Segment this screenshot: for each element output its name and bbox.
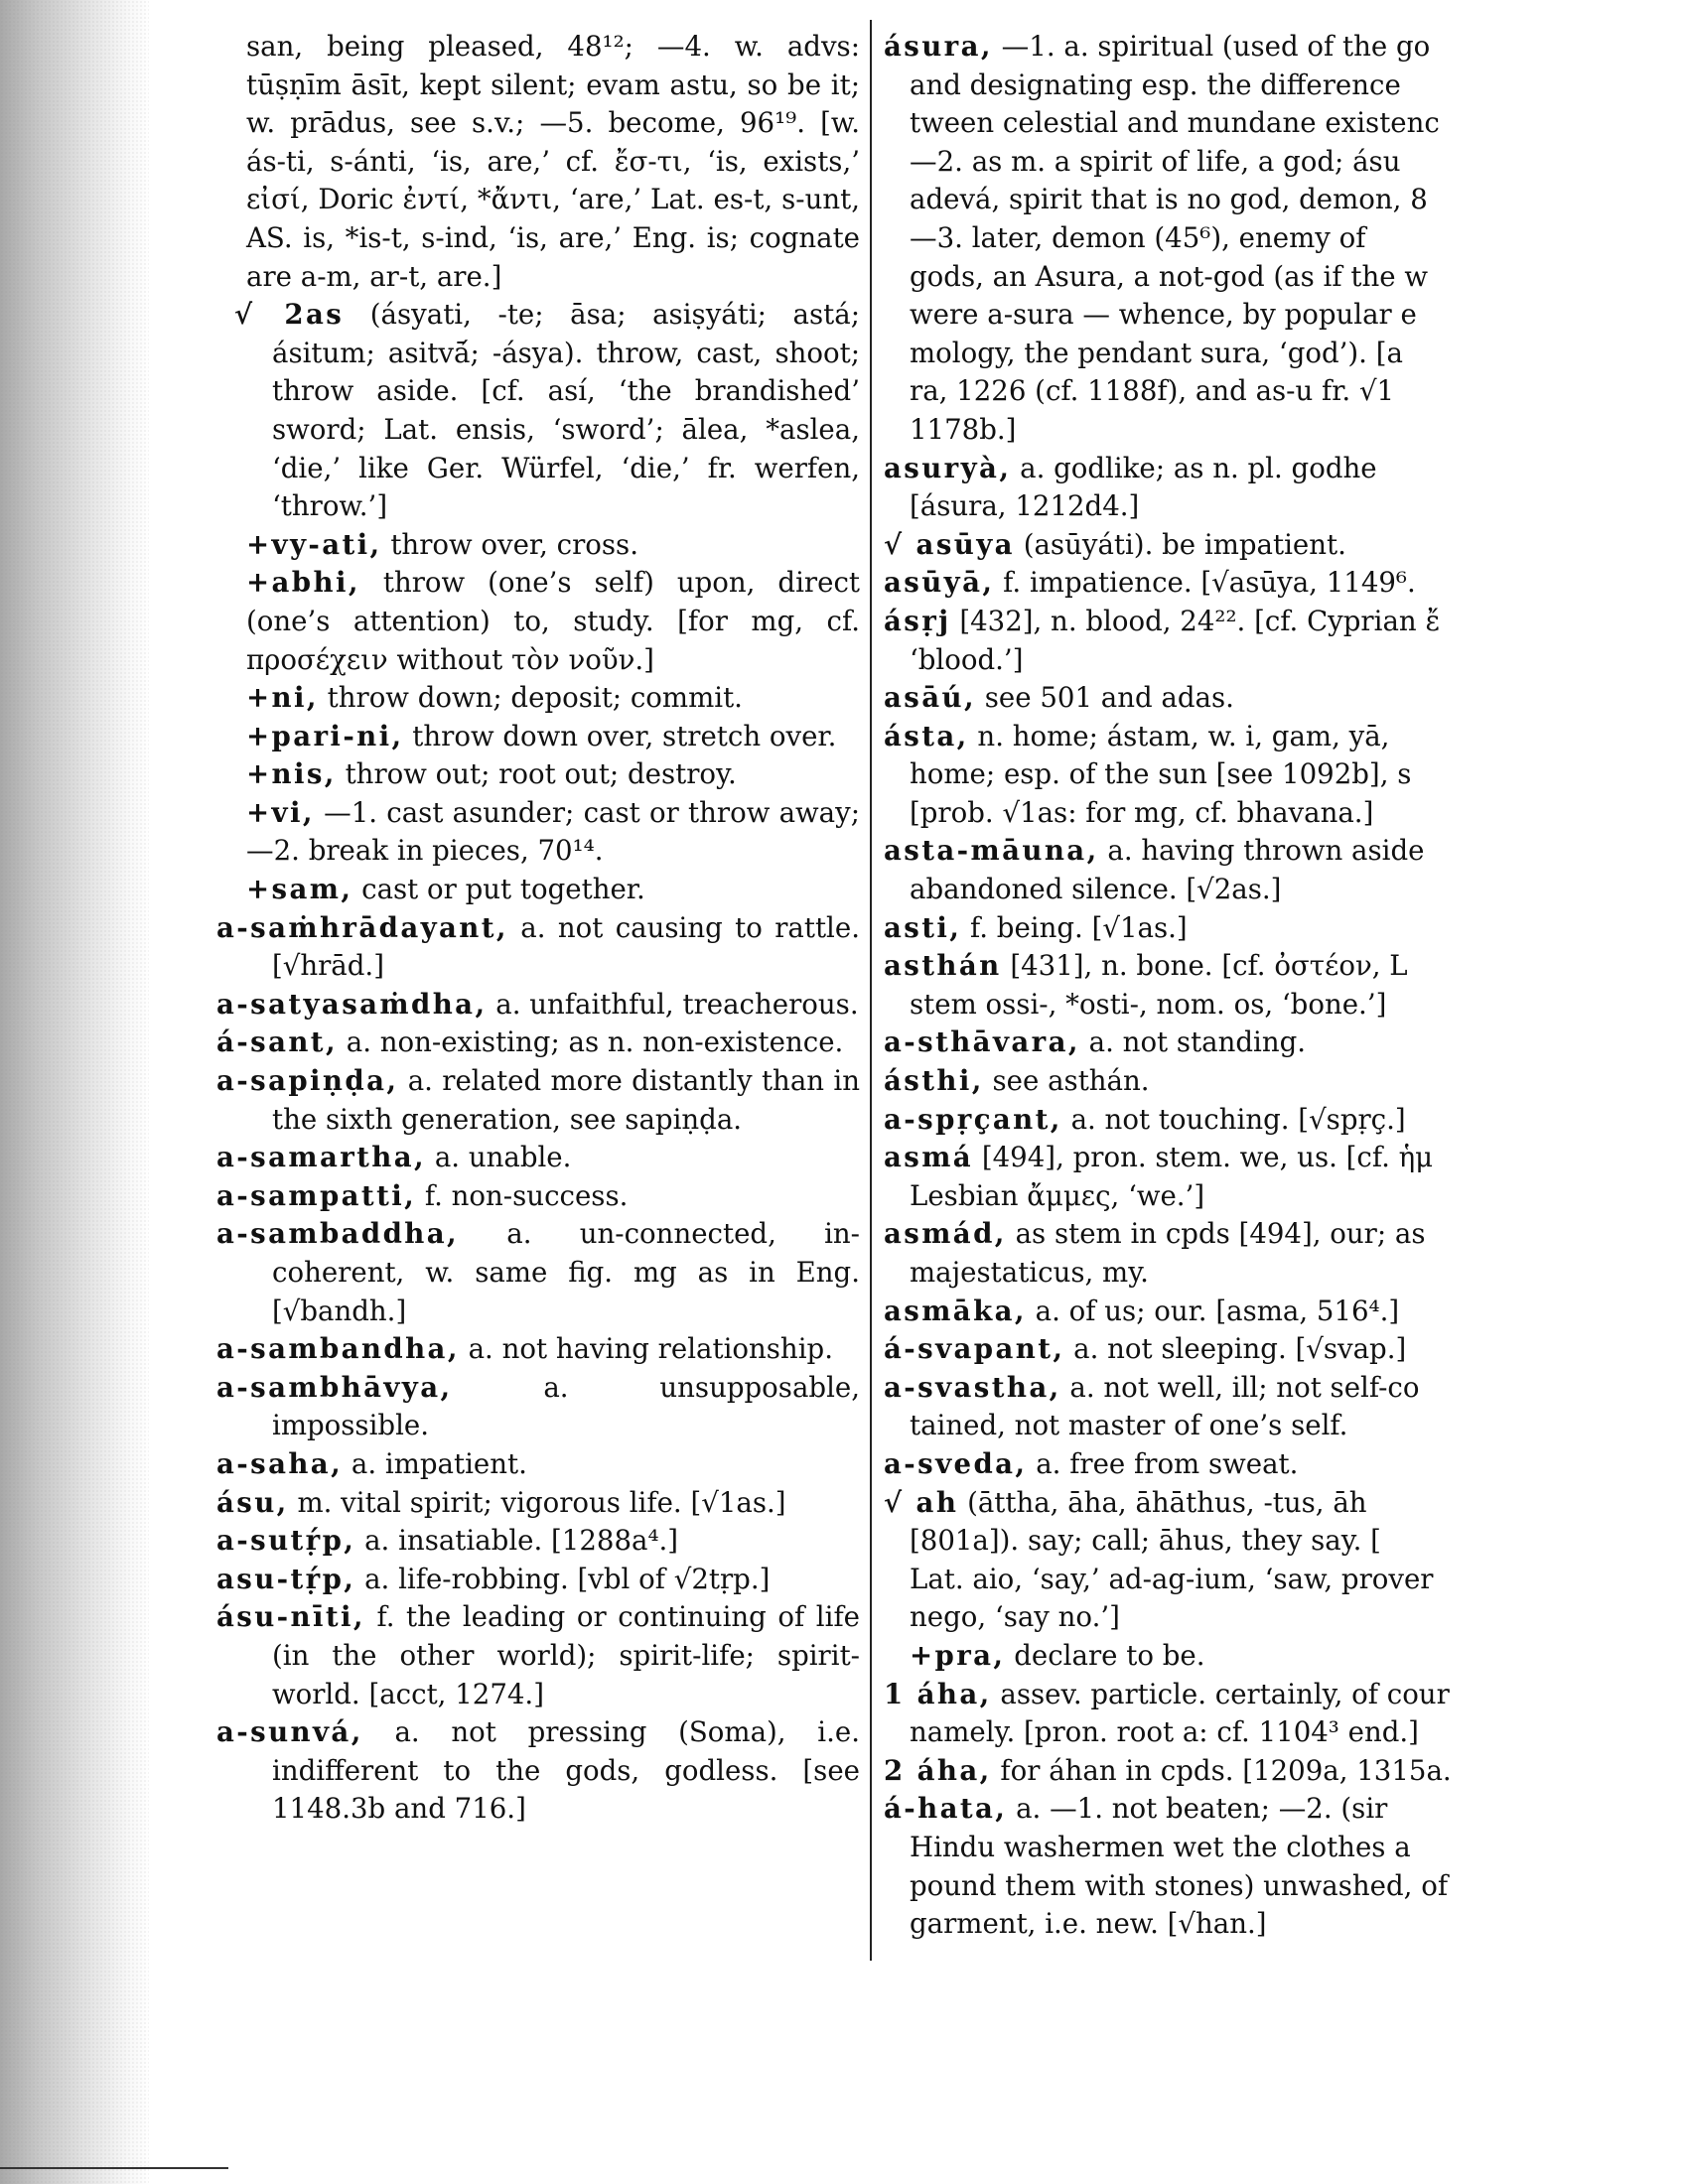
dictionary-entry	[884, 1790, 1688, 1943]
dictionary-entry	[884, 1369, 1688, 1445]
sub-entry	[246, 794, 860, 871]
entry-body: f. non-success.	[416, 1178, 629, 1212]
entry-continuation	[246, 28, 860, 296]
entry-line	[884, 1101, 1688, 1140]
dictionary-entry	[216, 986, 860, 1024]
entry-line	[884, 1713, 1688, 1752]
entry-body: for áhan in cpds. [1209a, 1315a.	[991, 1753, 1452, 1787]
entry-line	[884, 832, 1688, 871]
entry-headword: a-sveda,	[884, 1446, 1028, 1480]
entry-body: and designating esp. the difference	[910, 68, 1401, 101]
entry-body: a. non-existing; as n. non-existence.	[337, 1025, 844, 1059]
dictionary-entry	[216, 1024, 860, 1062]
entry-line	[884, 1867, 1688, 1906]
entry-body: pound them with stones) unwashed, of	[910, 1868, 1449, 1902]
entry-line	[884, 104, 1688, 143]
entry-headword: asuryà,	[884, 451, 1012, 484]
entry-body: [431], n. bone. [cf. ὀστέον, L	[1001, 949, 1408, 983]
entry-body: a. unable.	[426, 1141, 572, 1174]
entry-body: a. impatient.	[343, 1446, 527, 1480]
dictionary-entry	[884, 1484, 1688, 1637]
entry-headword: 1 áha,	[884, 1677, 992, 1710]
dictionary-entry	[884, 564, 1688, 603]
sub-entry	[246, 755, 860, 794]
dictionary-entry	[216, 1484, 860, 1523]
entry-body: a. free from sweat.	[1027, 1446, 1299, 1480]
entry-body: a. having thrown aside	[1098, 834, 1425, 868]
entry-body: f. impatience. [√asūya, 1149⁶.	[994, 566, 1416, 600]
entry-headword: +abhi,	[246, 566, 360, 600]
entry-body: gods, an Asura, a not-god (as if the w	[910, 259, 1428, 293]
entry-body: throw out; root out; destroy.	[336, 757, 737, 791]
dictionary-entry	[216, 1598, 860, 1713]
entry-line	[884, 219, 1688, 258]
entry-line	[884, 1215, 1688, 1254]
entry-headword: á-hata,	[884, 1792, 1008, 1826]
dictionary-entry	[216, 1445, 860, 1484]
entry-body: ra, 1226 (cf. 1188f), and as-u fr. √1	[910, 374, 1395, 408]
entry-body: a. unsupposable, impossible.	[272, 1370, 860, 1442]
entry-body: a. not having relationship.	[459, 1332, 833, 1366]
entry-body: a. un-connected, in-coherent, w. same fig. mg as in Eng. [√bandh.]	[272, 1217, 860, 1327]
entry-line	[884, 755, 1688, 794]
dictionary-entry	[216, 1215, 860, 1330]
sub-entry	[246, 526, 860, 565]
entry-headword: ásta,	[884, 719, 969, 752]
entry-body: [801a]). say; call; āhus, they say. [	[910, 1524, 1381, 1558]
entry-body: a. not standing.	[1079, 1025, 1307, 1059]
entry-line	[884, 718, 1688, 756]
entry-headword: a-sunvá,	[216, 1715, 363, 1749]
entry-headword: +vy-ati,	[246, 527, 382, 561]
entry-body: —1. a. spiritual (used of the go	[992, 30, 1431, 63]
entry-body: (asūyáti). be impatient.	[1014, 527, 1346, 561]
entry-body: 1178b.]	[910, 412, 1017, 446]
entry-body: see 501 and adas.	[975, 681, 1234, 715]
entry-line	[884, 909, 1688, 948]
dictionary-entry	[884, 1445, 1688, 1484]
entry-headword: asu-tṛ́p,	[216, 1562, 356, 1595]
dictionary-entry	[216, 1713, 860, 1829]
entry-headword: a-sambandha,	[216, 1332, 460, 1366]
entry-body: (āttha, āha, āhāthus, -tus, āh	[958, 1485, 1367, 1519]
sub-entry	[246, 679, 860, 718]
entry-body: majestaticus, my.	[910, 1256, 1149, 1289]
entry-line	[884, 181, 1688, 219]
entry-body: Lesbian ἄμμες, ‘we.’]	[910, 1178, 1205, 1212]
dictionary-entry	[216, 1177, 860, 1216]
sub-entry	[884, 1637, 1688, 1676]
entry-body: tained, not master of one’s self.	[910, 1409, 1348, 1442]
sub-entry	[246, 718, 860, 756]
entry-line	[884, 1905, 1688, 1944]
dictionary-entry	[884, 603, 1688, 679]
entry-body: cast or put together.	[352, 873, 645, 906]
entry-headword: a-sthāvara,	[884, 1025, 1080, 1059]
dictionary-entry	[216, 1561, 860, 1599]
entry-body: home; esp. of the sun [see 1092b], s	[910, 757, 1412, 791]
entry-body: namely. [pron. root a: cf. 1104³ end.]	[910, 1715, 1419, 1749]
entry-line	[884, 564, 1688, 603]
entry-line	[884, 372, 1688, 411]
entry-headword: asmāka,	[884, 1294, 1027, 1327]
entry-headword: ásu-nīti,	[216, 1600, 365, 1634]
entry-headword: ásṛj	[884, 604, 951, 637]
dictionary-entry	[884, 1101, 1688, 1140]
entry-line	[884, 1522, 1688, 1561]
entry-body: throw (one’s self) upon, direct (one’s attention) to, study. [for mg, cf. προσέχειν without τὸν νοῦν.]	[246, 566, 860, 676]
entry-body: as stem in cpds [494], our; as	[1006, 1217, 1426, 1251]
right-column	[884, 28, 1688, 1944]
dictionary-entry	[216, 1330, 860, 1369]
entry-line	[884, 947, 1688, 986]
entry-line	[884, 1330, 1688, 1369]
entry-body: a. of us; our. [asma, 516⁴.]	[1026, 1294, 1400, 1327]
entry-line	[884, 258, 1688, 297]
dictionary-entry	[216, 1062, 860, 1139]
scan-gutter-shadow	[0, 0, 149, 2184]
entry-body: [ásura, 1212d4.]	[910, 489, 1140, 523]
entry-headword: +nis,	[246, 757, 337, 791]
entry-line	[884, 67, 1688, 105]
dictionary-entry	[884, 526, 1688, 565]
entry-headword: a-sambaddha,	[216, 1217, 460, 1251]
dictionary-entry	[884, 450, 1688, 526]
entry-headword: asāú,	[884, 681, 976, 715]
entry-headword: asūyā,	[884, 566, 995, 600]
entry-headword: 2 áha,	[884, 1753, 992, 1787]
entry-headword: á-sant,	[216, 1025, 338, 1059]
dictionary-entry	[884, 909, 1688, 948]
entry-headword: a-sampatti,	[216, 1178, 417, 1212]
entry-body: a. not pressing (Soma), i.e. indifferent to the gods, godless. [see 1148.3b and 716.]	[272, 1715, 860, 1826]
entry-line	[884, 487, 1688, 526]
dictionary-entry	[884, 1062, 1688, 1101]
entry-body: see asthán.	[983, 1064, 1150, 1098]
entry-headword: asti,	[884, 910, 962, 944]
entry-body: a. not well, ill; not self-co	[1060, 1370, 1420, 1404]
entry-body: a. not sleeping. [√svap.]	[1064, 1332, 1407, 1366]
entry-line	[884, 296, 1688, 335]
dictionary-entry	[216, 1369, 860, 1445]
entry-body: a. not touching. [√spṛç.]	[1061, 1102, 1406, 1136]
entry-line	[884, 1139, 1688, 1177]
entry-line	[884, 1676, 1688, 1714]
entry-body: throw down over, stretch over.	[403, 719, 837, 752]
dictionary-entry	[884, 1752, 1688, 1791]
dictionary-entry	[884, 718, 1688, 833]
entry-body: stem ossi-, *osti-, nom. os, ‘bone.’]	[910, 987, 1387, 1021]
entry-headword: a-svastha,	[884, 1370, 1061, 1404]
entry-body: a. godlike; as n. pl. godhe	[1011, 451, 1377, 484]
entry-line	[884, 1829, 1688, 1867]
dictionary-entry	[234, 296, 860, 526]
entry-body: a. related more distantly than in the sixth generation, see sapiṇḍa.	[272, 1064, 860, 1136]
entry-body: f. the leading or continuing of life (in the other world); spirit-life; spirit-world. [acct, 1274.]	[272, 1600, 860, 1710]
entry-body: —2. as m. a spirit of life, a god; ásu	[910, 144, 1401, 178]
entry-line	[884, 28, 1688, 67]
dictionary-entry	[884, 1330, 1688, 1369]
entry-headword: a-saṁhrādayant,	[216, 910, 508, 944]
entry-headword: +pari-ni,	[246, 719, 404, 752]
entry-body: mology, the pendant sura, ‘god’). [a	[910, 336, 1403, 369]
entry-line	[884, 450, 1688, 488]
entry-headword: √ ah	[884, 1485, 959, 1519]
dictionary-entry	[884, 1676, 1688, 1752]
dictionary-entry	[884, 1139, 1688, 1215]
entry-headword: +vi,	[246, 795, 315, 829]
dictionary-entry	[884, 1024, 1688, 1062]
entry-body: adevá, spirit that is no god, demon, 8	[910, 183, 1428, 216]
entry-headword: +pra,	[910, 1638, 1006, 1672]
dictionary-entry	[884, 832, 1688, 908]
entry-body: [prob. √1as: for mg, cf. bhavana.]	[910, 795, 1374, 829]
entry-line	[884, 1790, 1688, 1829]
entry-headword: √ 2as	[234, 298, 345, 332]
entry-body: a. life-robbing. [vbl of √2tṛp.]	[355, 1562, 771, 1595]
entry-headword: asmá	[884, 1141, 974, 1174]
entry-body: Lat. aio, ‘say,’ ad-ag-ium, ‘saw, prover	[910, 1562, 1434, 1595]
entry-line	[884, 1293, 1688, 1331]
entry-body: —3. later, demon (45⁶), enemy of	[910, 220, 1366, 254]
entry-headword: a-sapiṇḍa,	[216, 1064, 399, 1098]
entry-body: were a-sura — whence, by popular e	[910, 298, 1417, 332]
entry-body: m. vital spirit; vigorous life. [√1as.]	[288, 1485, 786, 1519]
entry-line	[884, 1445, 1688, 1484]
sub-entry	[246, 871, 860, 909]
column-divider	[870, 20, 872, 1961]
entry-body: [494], pron. stem. we, us. [cf. ἡμ	[973, 1141, 1434, 1174]
entry-headword: a-saha,	[216, 1446, 344, 1480]
entry-body: nego, ‘say no.’]	[910, 1600, 1120, 1634]
entry-body: (ásyati, -te; āsa; asiṣyáti; astá; ásitum; asitvā́; -ásya). throw, cast, shoot; throw aside. [cf. así, ‘the brandished’ sword; Lat. ensis, ‘sword’; ālea, *aslea, ‘die,’ like Ger. Würfel, ‘die,’ fr. werfen, ‘throw.’]	[272, 298, 860, 523]
entry-line	[884, 1484, 1688, 1523]
entry-body: throw down; deposit; commit.	[318, 681, 743, 715]
entry-line	[884, 641, 1688, 680]
entry-body: f. being. [√1as.]	[961, 910, 1188, 944]
entry-line	[884, 679, 1688, 718]
dictionary-entry	[884, 679, 1688, 718]
entry-headword: asmád,	[884, 1217, 1007, 1251]
entry-headword: ásu,	[216, 1485, 289, 1519]
entry-line	[884, 871, 1688, 909]
entry-body: tween celestial and mundane existenc	[910, 106, 1440, 140]
entry-headword: á-svapant,	[884, 1332, 1065, 1366]
entry-line	[884, 986, 1688, 1024]
entry-line	[884, 1024, 1688, 1062]
dictionary-entry	[216, 1522, 860, 1561]
entry-line	[884, 603, 1688, 641]
entry-line	[884, 411, 1688, 450]
dictionary-entry	[216, 1139, 860, 1177]
entry-body: a. unfaithful, treacherous.	[487, 987, 859, 1021]
entry-line	[884, 1254, 1688, 1293]
entry-line	[884, 794, 1688, 833]
entry-body: throw over, cross.	[381, 527, 638, 561]
entry-headword: a-samartha,	[216, 1141, 427, 1174]
entry-headword: ásthi,	[884, 1064, 984, 1098]
dictionary-entry	[884, 28, 1688, 450]
entry-headword: ásura,	[884, 30, 993, 63]
entry-body: a. —1. not beaten; —2. (sir	[1007, 1792, 1388, 1826]
entry-line	[884, 1369, 1688, 1408]
entry-body: —1. cast asunder; cast or throw away; —2. break in pieces, 70¹⁴.	[246, 795, 860, 868]
entry-line	[884, 335, 1688, 373]
entry-headword: +sam,	[246, 873, 353, 906]
entry-line	[884, 1177, 1688, 1216]
entry-body: ‘blood.’]	[910, 642, 1024, 676]
entry-body: assev. particle. certainly, of cour	[991, 1677, 1450, 1710]
entry-body: Hindu washermen wet the clothes a	[910, 1830, 1411, 1863]
sub-entry	[246, 564, 860, 679]
entry-body: declare to be.	[1005, 1638, 1205, 1672]
entry-line	[884, 526, 1688, 565]
entry-line	[884, 1561, 1688, 1599]
entry-headword: a-sambhāvya,	[216, 1370, 453, 1404]
entry-body: a. not causing to rattle. [√hrād.]	[272, 910, 860, 983]
entry-body: n. home; ástam, w. i, gam, yā,	[968, 719, 1390, 752]
entry-body: abandoned silence. [√2as.]	[910, 873, 1282, 906]
dictionary-entry	[884, 1293, 1688, 1331]
dictionary-entry	[884, 1215, 1688, 1292]
entry-headword: +ni,	[246, 681, 319, 715]
dictionary-entry	[884, 947, 1688, 1024]
entry-headword: asthán	[884, 949, 1002, 983]
entry-body: a. insatiable. [1288a⁴.]	[355, 1524, 679, 1558]
entry-headword: a-spṛçant,	[884, 1102, 1062, 1136]
entry-headword: a-sutṛ́p,	[216, 1524, 356, 1558]
entry-line	[884, 1637, 1688, 1676]
entry-body: san, being pleased, 48¹²; —4. w. advs: tūṣṇīm āsīt, kept silent; evam astu, so be it; w. prādus, see s.v.; —5. become, 96¹⁹. [w. ás-ti, s-ánti, ‘is, are,’ cf. ἔσ-τι, ‘is, exists,’ εἰσί, Doric ἐντί, *ἄντι, ‘are,’ Lat. es-t, s-unt, AS. is, *is-t, s-ind, ‘is, are,’ Eng. is; cognate are a-m, ar-t, are.]	[246, 30, 860, 293]
entry-line	[884, 1598, 1688, 1637]
entry-headword: √ asūya	[884, 527, 1015, 561]
footer-rule	[0, 2167, 228, 2169]
entry-body: [432], n. blood, 24²². [cf. Cyprian ἔ	[950, 604, 1441, 637]
dictionary-entry	[216, 909, 860, 986]
entry-headword: a-satyasaṁdha,	[216, 987, 488, 1021]
entry-line	[884, 1062, 1688, 1101]
entry-line	[884, 1407, 1688, 1445]
entry-line	[884, 143, 1688, 182]
entry-line	[884, 1752, 1688, 1791]
entry-body: garment, i.e. new. [√han.]	[910, 1907, 1267, 1941]
left-column	[216, 28, 860, 1829]
entry-headword: asta-māuna,	[884, 834, 1099, 868]
